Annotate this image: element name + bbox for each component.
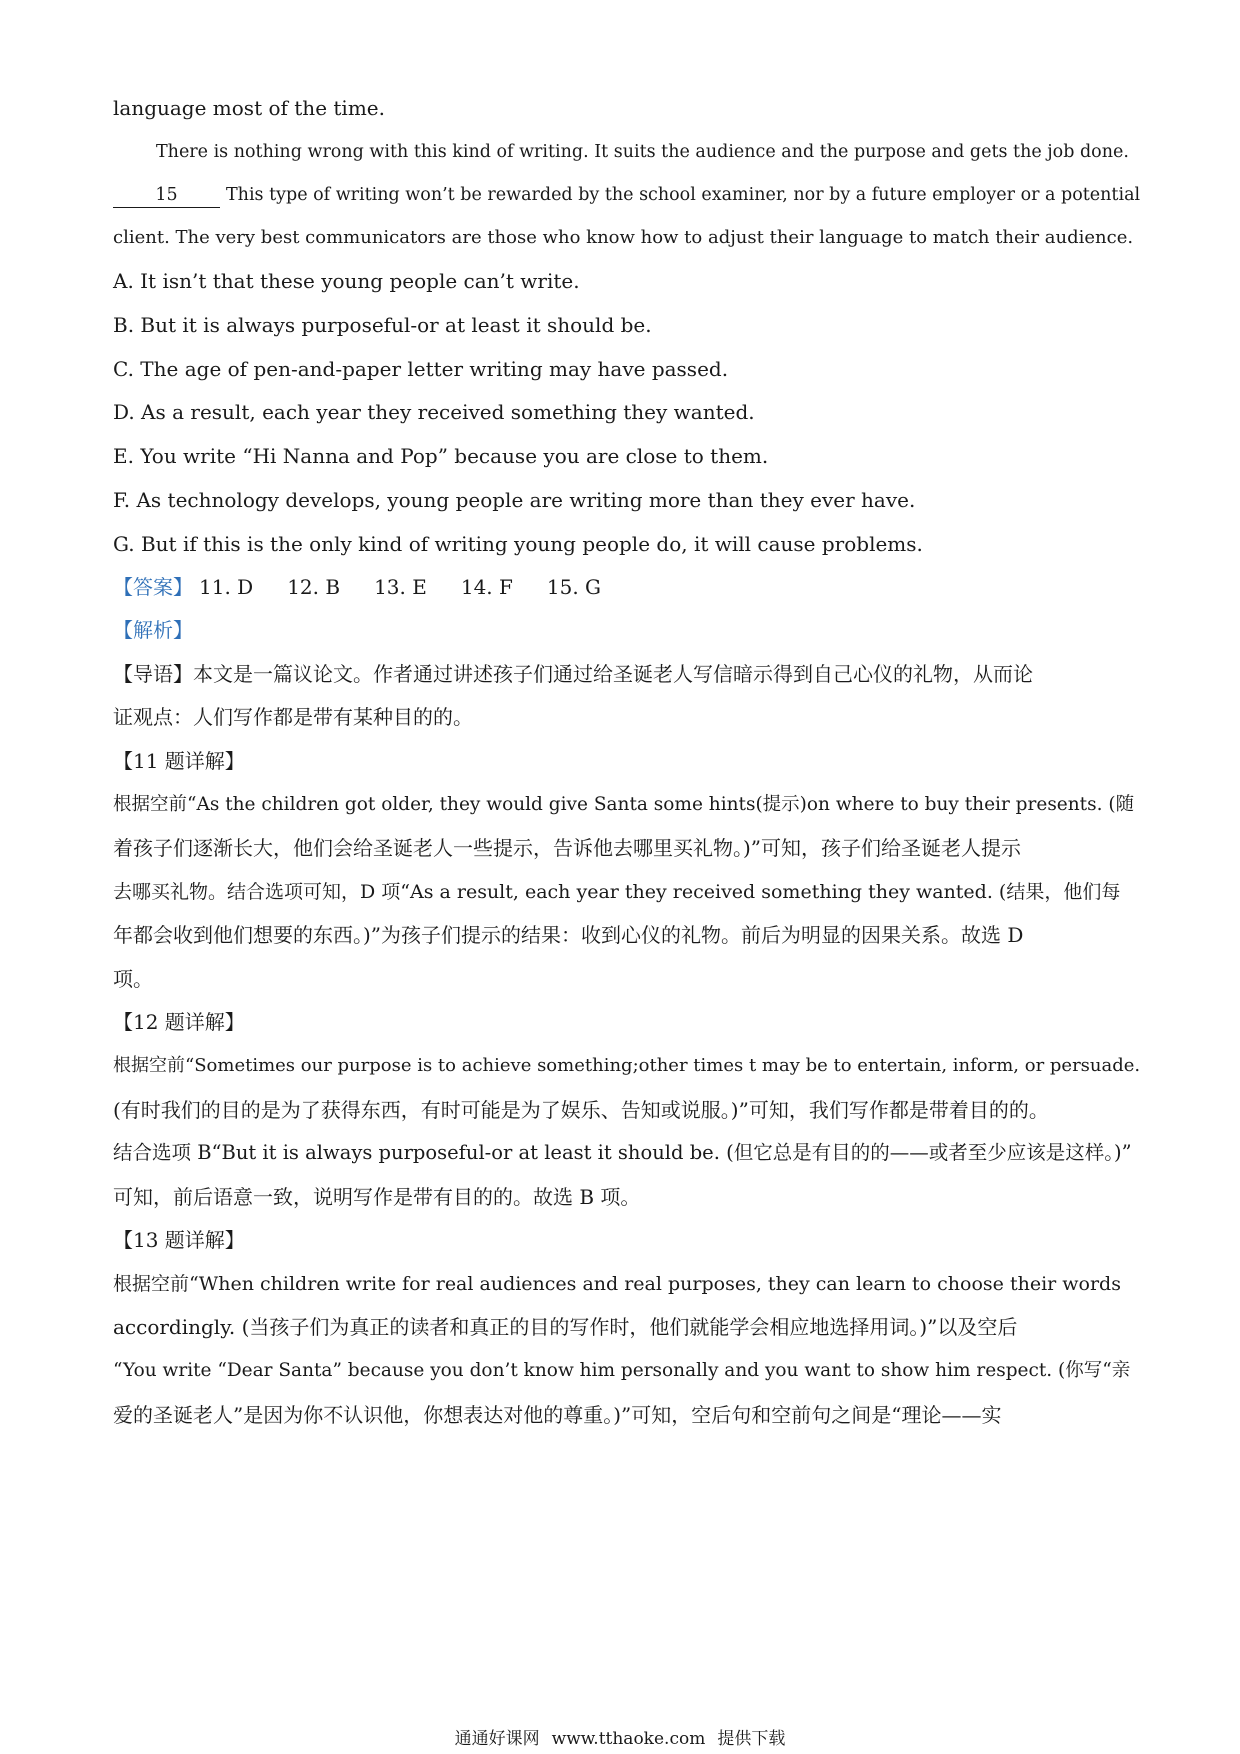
passage-paragraph-15 xyxy=(113,180,1140,210)
q11-text: 去哪买礼物。结合选项可知，D 项“As a result, each year they received something they wanted. (结果，他们每 xyxy=(113,881,1121,903)
analysis-label: 【解析】 xyxy=(113,618,193,642)
answer-item: 13. E xyxy=(374,575,427,599)
answer-label: 【答案】 xyxy=(113,575,193,599)
q12-text: 结合选项 B“But it is always purposeful-or at least it should be. (但它总是有目的的——或者至少应该是这样。)” xyxy=(113,1141,1132,1164)
option-a: A. It isn’t that these young people can’t write. xyxy=(113,269,580,293)
option-g: G. But if this is the only kind of writing young people do, it will cause problems. xyxy=(113,532,923,556)
q12-text: 根据空前“Sometimes our purpose is to achieve something;other times t may be to entertain, inform, or persuade. xyxy=(113,1055,1141,1076)
q13-text: 根据空前“When children write for real audiences and real purposes, they can learn to choose their words xyxy=(113,1273,1121,1295)
passage-text: client. The very best communicators are those who know how to adjust their language to match their audience. xyxy=(113,227,1134,248)
answer-item: 12. B xyxy=(287,575,341,599)
blank-15: 15 xyxy=(113,183,220,208)
footer-site-name: 通通好课网 xyxy=(454,1729,540,1749)
answer-item: 14. F xyxy=(460,575,513,599)
q13-text: accordingly. (当孩子们为真正的读者和真正的目的写作时，他们就能学会相应地选择用词。)”以及空后 xyxy=(113,1315,1018,1339)
q12-text: (有时我们的目的是为了获得东西，有时可能是为了娱乐、告知或说服。)”可知，我们写作都是带着目的的。 xyxy=(113,1098,1049,1122)
option-c: C. The age of pen-and-paper letter writing may have passed. xyxy=(113,357,729,381)
answer-item: 15. G xyxy=(546,575,602,599)
q11-text: 着孩子们逐渐长大，他们会给圣诞老人一些提示，告诉他去哪里买礼物。)”可知，孩子们给圣诞老人提示 xyxy=(113,836,1022,860)
passage-text: This type of writing won’t be rewarded by the school examiner, nor by a future employer or a potential xyxy=(226,185,1141,205)
answer-item: 11. D xyxy=(199,575,254,599)
passage-paragraph: There is nothing wrong with this kind of writing. It suits the audience and the purpose and gets the job done. xyxy=(156,142,1129,162)
page-footer xyxy=(0,1727,1240,1751)
q11-text: 项。 xyxy=(113,967,153,991)
analysis-intro: 【导语】本文是一篇议论文。作者通过讲述孩子们通过给圣诞老人写信暗示得到自己心仪的礼物，从而论 xyxy=(113,662,1033,686)
option-e: E. You write “Hi Nanna and Pop” because you are close to them. xyxy=(113,444,769,468)
q13-heading: 【13 题详解】 xyxy=(113,1228,245,1252)
passage-continuation: language most of the time. xyxy=(113,96,385,120)
footer-url[interactable]: www.tthaoke.com xyxy=(551,1729,706,1749)
option-b: B. But it is always purposeful-or at least it should be. xyxy=(113,313,652,337)
q11-text: 年都会收到他们想要的东西。)”为孩子们提示的结果：收到心仪的礼物。前后为明显的因果关系。故选 D xyxy=(113,923,1024,947)
q11-text: 根据空前“As the children got older, they would give Santa some hints(提示)on where to buy their presents. (随 xyxy=(113,794,1135,815)
analysis-intro: 证观点：人们写作都是带有某种目的的。 xyxy=(113,705,473,729)
q12-heading: 【12 题详解】 xyxy=(113,1010,245,1034)
q11-heading: 【11 题详解】 xyxy=(113,749,245,773)
option-d: D. As a result, each year they received something they wanted. xyxy=(113,400,755,424)
option-f: F. As technology develops, young people are writing more than they ever have. xyxy=(113,488,916,512)
footer-suffix: 提供下载 xyxy=(717,1729,786,1749)
q12-text: 可知，前后语意一致，说明写作是带有目的的。故选 B 项。 xyxy=(113,1185,641,1209)
q13-text: “You write “Dear Santa” because you don’t know him personally and you want to show him respect. (你写“亲 xyxy=(113,1360,1131,1381)
answer-line xyxy=(113,572,1140,602)
q13-text: 爱的圣诞老人”是因为你不认识他，你想表达对他的尊重。)”可知，空后句和空前句之间是“理论——实 xyxy=(113,1403,1002,1427)
